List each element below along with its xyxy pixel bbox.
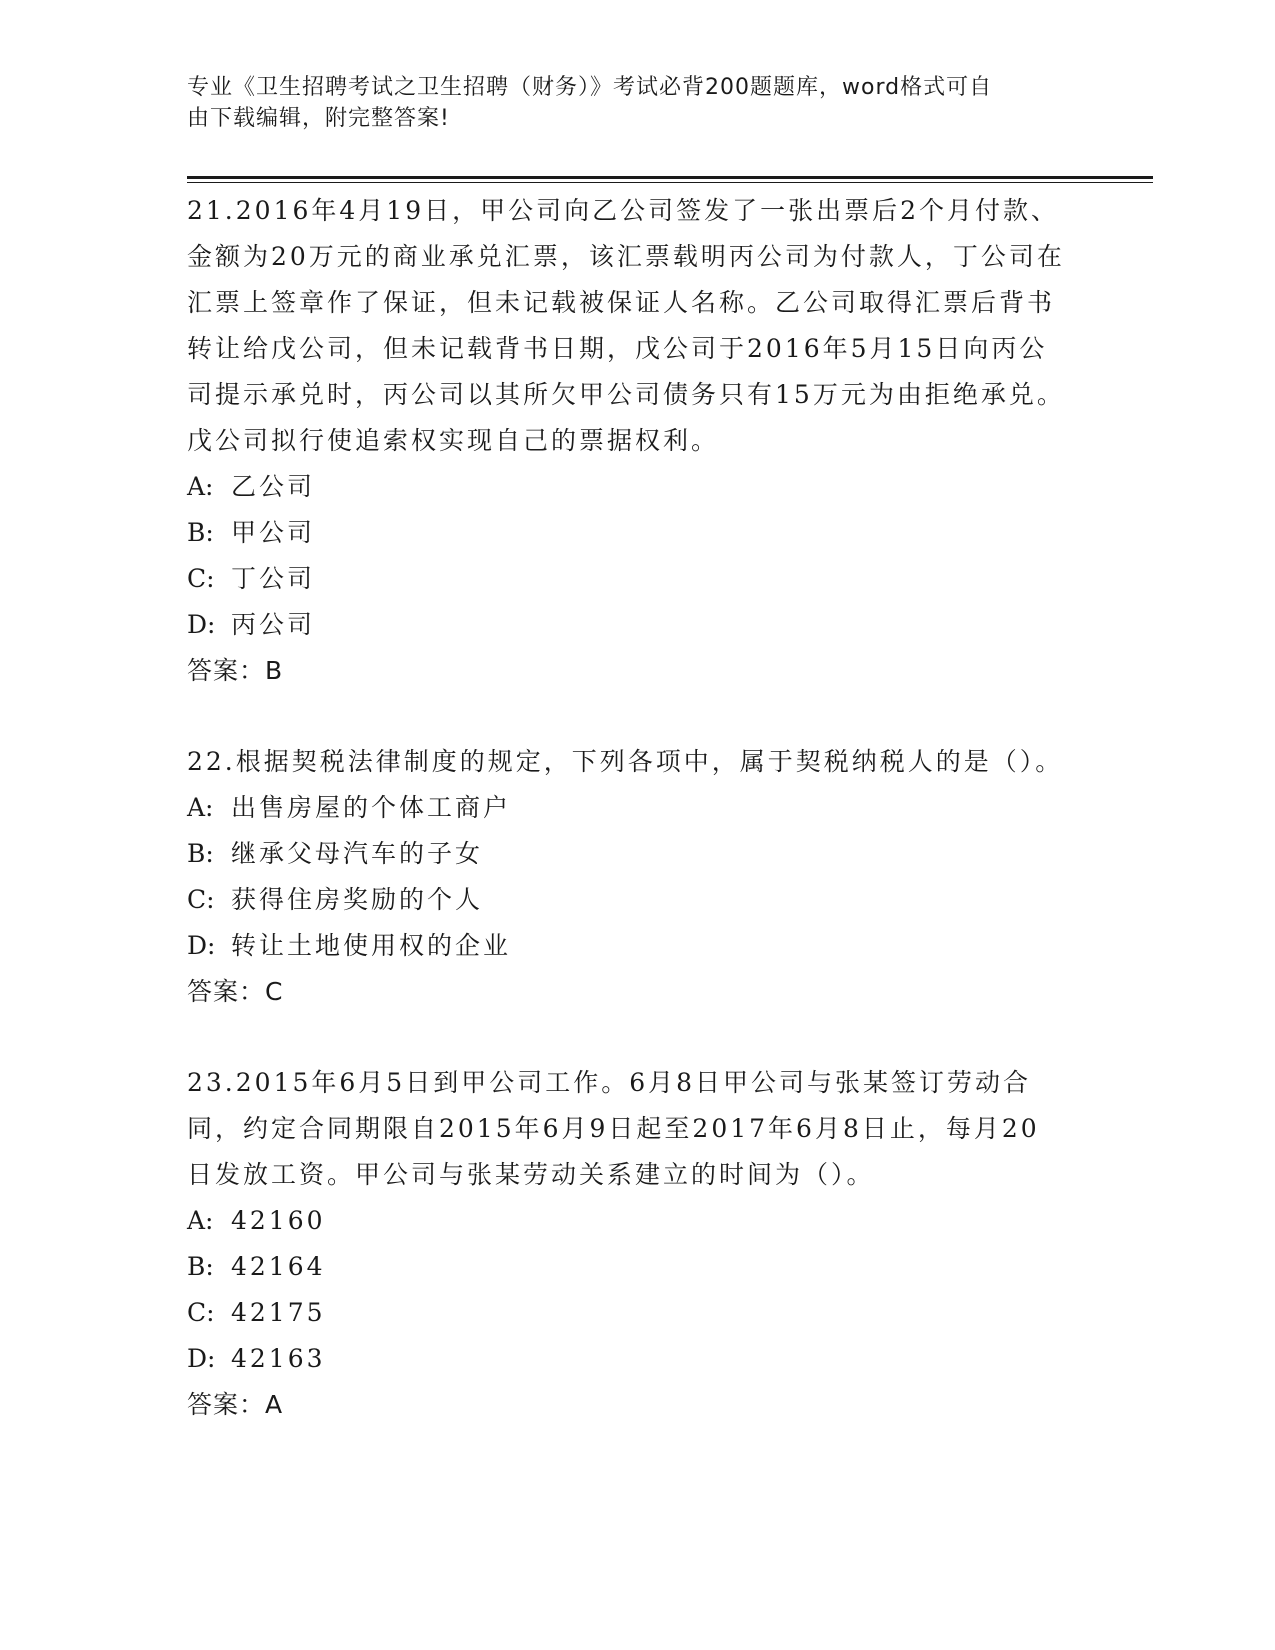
option-text: 42175 <box>231 1298 326 1327</box>
option-d <box>187 602 1067 648</box>
question-list <box>187 188 1067 1428</box>
option-b <box>187 1244 1067 1290</box>
option-b <box>187 831 1067 877</box>
header-divider-thick <box>187 176 1153 179</box>
option-key: C: <box>187 1298 215 1327</box>
question-text: 22.根据契税法律制度的规定，下列各项中，属于契税纳税人的是（）。 <box>187 747 1064 776</box>
question-text: 23.2015年6月5日到甲公司工作。6月8日甲公司与张某签订劳动合同，约定合同期限自2015年6月9日起至2017年6月8日止，每月20日发放工资。甲公司与张某劳动关系建立的时间为（）。 <box>187 1068 1040 1189</box>
option-b <box>187 510 1067 556</box>
header-line-2: 由下载编辑，附完整答案! <box>187 106 450 131</box>
option-key: D: <box>187 610 216 639</box>
option-text: 继承父母汽车的子女 <box>231 839 484 868</box>
option-key: A: <box>187 793 214 822</box>
option-key: C: <box>187 564 215 593</box>
option-key: A: <box>187 472 214 501</box>
option-key: B: <box>187 1252 214 1281</box>
option-a <box>187 785 1067 831</box>
answer-label: 答案：C <box>187 977 284 1006</box>
question-21 <box>187 188 1067 694</box>
option-key: D: <box>187 931 216 960</box>
answer-label: 答案：B <box>187 656 284 685</box>
option-text: 42160 <box>231 1206 326 1235</box>
question-23 <box>187 1060 1067 1428</box>
option-c <box>187 1290 1067 1336</box>
answer-label: 答案：A <box>187 1390 284 1419</box>
option-key: B: <box>187 839 214 868</box>
question-22 <box>187 739 1067 1015</box>
option-key: D: <box>187 1344 216 1373</box>
option-text: 丁公司 <box>231 564 316 593</box>
option-text: 出售房屋的个体工商户 <box>231 793 512 822</box>
question-text: 21.2016年4月19日，甲公司向乙公司签发了一张出票后2个月付款、金额为20万元的商业承兑汇票，该汇票载明丙公司为付款人，丁公司在汇票上签章作了保证，但未记载被保证人名称。乙公司取得汇票后背书转让给戊公司，但未记载背书日期，戊公司于2016年5月15日向丙公司提示承兑时，丙公司以其所欠甲公司债务只有15万元为由拒绝承兑。戊公司拟行使追索权实现自己的票据权利。 <box>187 196 1065 455</box>
option-c <box>187 877 1067 923</box>
option-key: A: <box>187 1206 214 1235</box>
option-text: 甲公司 <box>231 518 316 547</box>
option-text: 丙公司 <box>231 610 316 639</box>
option-key: C: <box>187 885 215 914</box>
option-text: 42164 <box>231 1252 326 1281</box>
option-d <box>187 1336 1067 1382</box>
option-a <box>187 464 1067 510</box>
option-text: 获得住房奖励的个人 <box>231 885 484 914</box>
document-header <box>187 72 1067 134</box>
header-divider-thin <box>187 182 1153 183</box>
option-a <box>187 1198 1067 1244</box>
option-text: 乙公司 <box>231 472 316 501</box>
option-key: B: <box>187 518 214 547</box>
option-d <box>187 923 1067 969</box>
question-spacer <box>187 1015 1067 1060</box>
header-line-1: 专业《卫生招聘考试之卫生招聘（财务）》考试必背200题题库，word格式可自 <box>187 75 993 100</box>
option-text: 42163 <box>231 1344 326 1373</box>
option-c <box>187 556 1067 602</box>
question-spacer <box>187 694 1067 739</box>
option-text: 转让土地使用权的企业 <box>231 931 512 960</box>
